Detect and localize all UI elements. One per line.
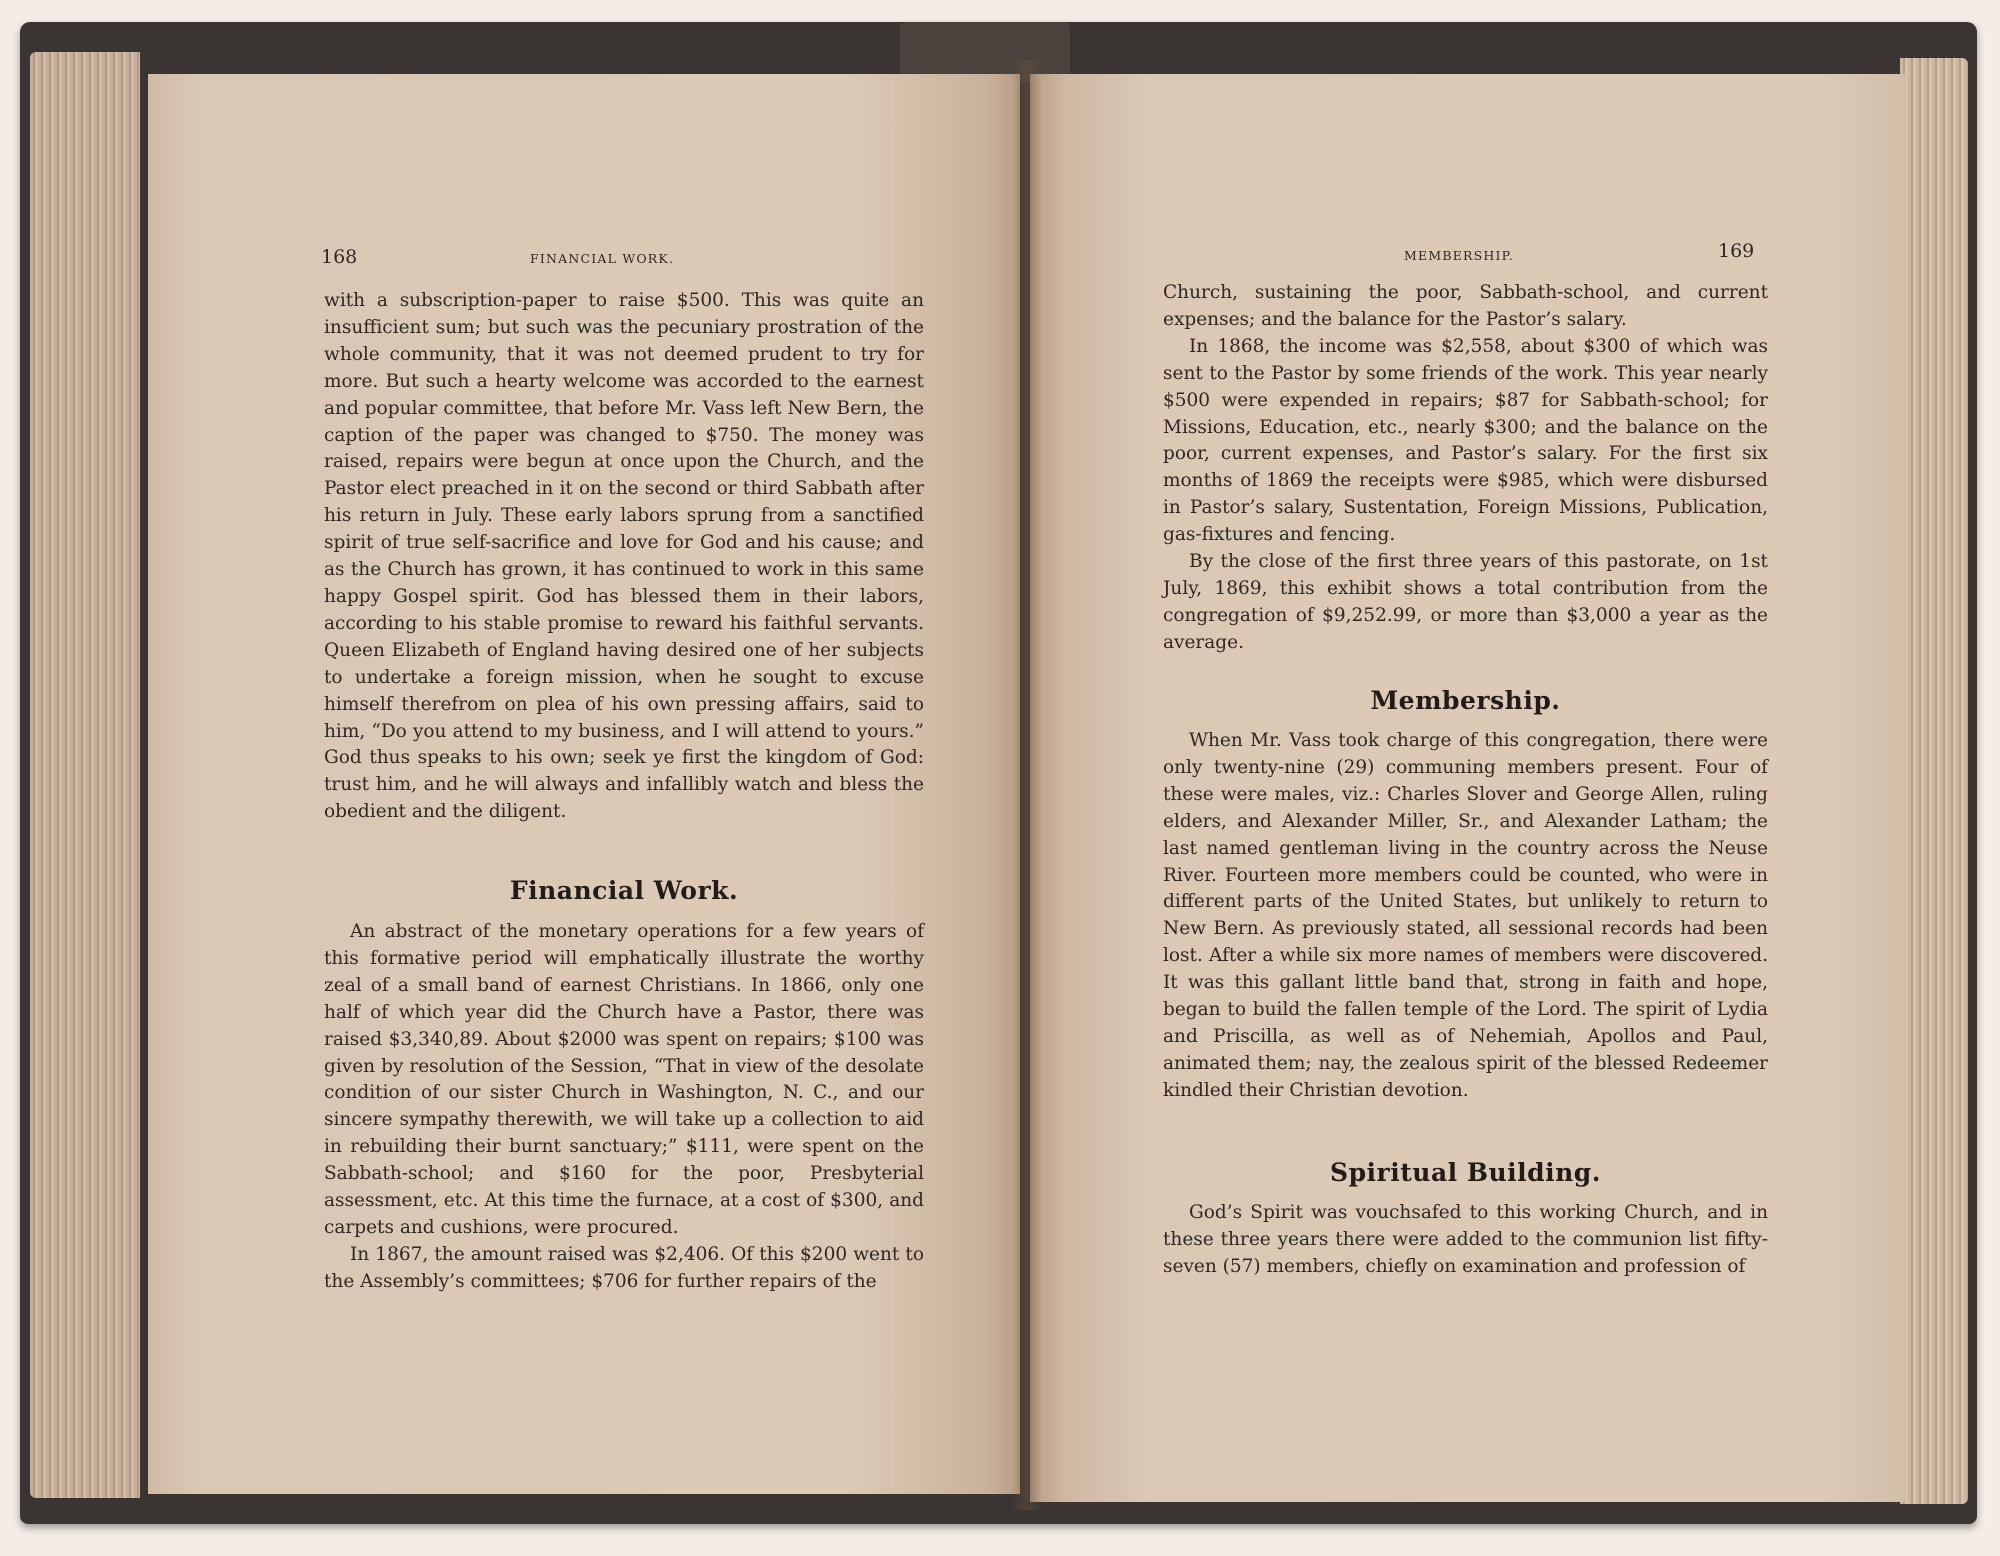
left-continued-text (324, 288, 924, 826)
paragraph-1868: In 1868, the income was $2,558, about $300 of which was sent to the Pastor by some friends of the work. This year nearly $500 were expended in repairs; $87 for Sabbath-school; for Missions, Education, etc., nearly $300; and the balance on the poor, current expenses, and Pastor’s salary. For the first six months of 1869 the receipts were $985, which were disbursed in Pastor’s salary, Sustentation, Foreign Missions, Publication, gas-fixtures and fencing. (1163, 335, 1768, 546)
book-gutter (1012, 60, 1042, 1510)
heading-financial-work: Financial Work. (509, 876, 739, 905)
heading-membership: Membership. (1370, 686, 1561, 715)
left-page-number: 168 (321, 246, 358, 268)
paragraph-1869: By the close of the first three years of this pastorate, on 1st July, 1869, this exhibit shows a total contribution from the congregation of $9,252.99, or more than $3,000 a year as the average. (1163, 551, 1768, 653)
right-page (1030, 74, 1906, 1502)
financial-work-text (324, 919, 924, 1296)
membership-paragraph: When Mr. Vass took charge of this congregation, there were only twenty-nine (29) communing members present. Four of these were males, viz.: Charles Slover and George Allen, ruling elders, and Alexander Miller, Sr., and Alexander Latham; the last named gentleman living in the country across the Neuse River. Fourteen more members could be counted, who were in different parts of the United States, but unlikely to return to New Bern. As previously stated, all sessional records had been lost. After a while six more names of members were discovered. It was this gallant little band that, strong in faith and hope, began to build the fallen temple of the Lord. The spirit of Lydia and Priscilla, as well as of Nehemiah, Apollos and Paul, animated them; nay, the zealous spirit of the blessed Redeemer kindled their Christian devotion. (1163, 730, 1768, 1101)
right-page-edges (1900, 58, 1968, 1504)
left-page-edges (30, 52, 140, 1498)
spiritual-building-paragraph: God’s Spirit was vouchsafed to this working Church, and in these three years there were added to the communion list fifty-seven (57) members, chiefly on examination and profession of (1163, 1202, 1768, 1277)
spiritual-building-text (1163, 1200, 1768, 1281)
left-continued-paragraph: with a subscription-paper to raise $500. This was quite an insufficient sum; but such was the pecuniary prostration of the whole community, that it was not deemed prudent to try for more. But such a hearty welcome was accorded to the earnest and popular committee, that before Mr. Vass left New Bern, the caption of the paper was changed to $750. The money was raised, repairs were begun at once upon the Church, and the Pastor elect preached in it on the second or third Sabbath after his return in July. These early labors sprung from a sanctified spirit of true self-sacrifice and love for God and his cause; and as the Church has grown, it has continued to work in this same happy Gospel spirit. God has blessed them in their labors, according to his stable promise to reward his faithful servants. Queen Elizabeth of England having desired one of her subjects to undertake a foreign mission, when he sought to excuse himself therefrom on plea of his own pressing affairs, said to him, “Do you attend to my business, and I will attend to yours.” God thus speaks to his own; seek ye first the kingdom of God: trust him, and he will always and infallibly watch and bless the obedient and the diligent. (324, 290, 924, 823)
right-top-text (1163, 280, 1768, 657)
left-running-head: FINANCIAL WORK. (530, 251, 675, 266)
right-page-number: 169 (1718, 240, 1755, 262)
left-page (148, 74, 1020, 1494)
membership-text (1163, 728, 1768, 1105)
right-running-head: MEMBERSHIP. (1404, 248, 1514, 263)
financial-work-paragraph-1: An abstract of the monetary operations for a few years of this formative period will emphatically illustrate the worthy zeal of a small band of earnest Christians. In 1866, only one half of which year did the Church have a Pastor, there was raised $3,340,89. About $2000 was spent on repairs; $100 was given by resolution of the Session, “That in view of the desolate condition of our sister Church in Washington, N. C., and our sincere sympathy therewith, we will take up a collection to aid in rebuilding their burnt sanctuary;” $111, were spent on the Sabbath-school; and $160 for the poor, Presbyterial assessment, etc. At this time the furnace, at a cost of $300, and carpets and cushions, were procured. (324, 921, 924, 1238)
right-continued-paragraph: Church, sustaining the poor, Sabbath-school, and current expenses; and the balance for the Pastor’s salary. (1163, 282, 1768, 330)
book-spine (900, 22, 1070, 82)
heading-spiritual-building: Spiritual Building. (1330, 1158, 1601, 1187)
financial-work-paragraph-2: In 1867, the amount raised was $2,406. Of this $200 went to the Assembly’s committees; $706 for further repairs of the (324, 1243, 924, 1292)
